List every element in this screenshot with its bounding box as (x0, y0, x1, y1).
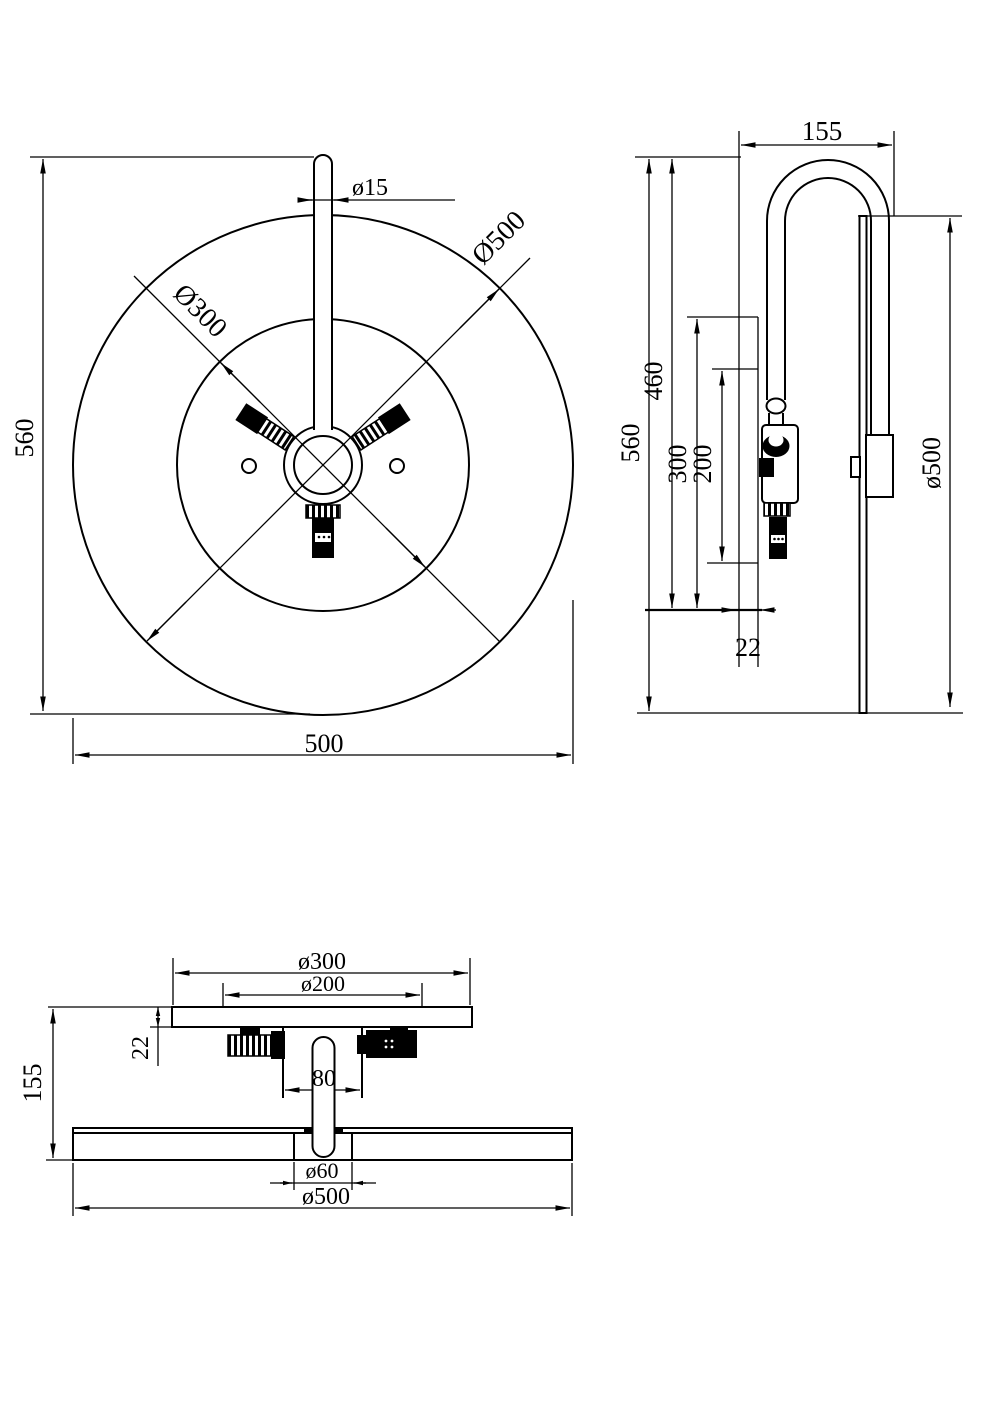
dim-label-22: 22 (128, 1036, 154, 1060)
socket-thread (764, 503, 790, 516)
hub-wedge (334, 1127, 343, 1133)
stem-tube (314, 155, 332, 430)
dot (385, 1040, 388, 1043)
dim-label-300: 300 (663, 444, 692, 484)
socket-switch (759, 458, 774, 477)
leader-arrow (386, 528, 425, 567)
leader-arrow (147, 602, 186, 641)
spout-collar (767, 399, 786, 414)
arm-body (366, 1030, 417, 1058)
dot (328, 536, 331, 539)
dim-label-15: ø15 (352, 175, 388, 201)
arm-thread (228, 1035, 274, 1056)
arm-nut (306, 505, 340, 518)
hub-wedge (304, 1127, 313, 1133)
dim-label-155: 155 (801, 116, 843, 146)
dim-label-300: Ø300 (167, 278, 233, 344)
dot (781, 538, 784, 541)
arm-left (228, 1027, 285, 1059)
dot (385, 1046, 388, 1049)
mount-hole-right (390, 459, 404, 473)
dim-label-22: 22 (735, 633, 761, 662)
front-view (18, 949, 572, 1216)
side-view (616, 116, 963, 713)
stem-tube (313, 1037, 335, 1157)
leader-arrow (460, 289, 499, 328)
socket-nut-hole (769, 434, 784, 447)
dot (323, 536, 326, 539)
dim-label-hub60: ø60 (305, 1158, 339, 1183)
leader-arrow (221, 363, 260, 402)
arm-lower (306, 505, 340, 558)
dim-label-80: 80 (312, 1066, 336, 1092)
socket-assembly (759, 425, 798, 559)
dim-label-plate200: ø200 (301, 971, 345, 996)
dot (773, 538, 776, 541)
arm-right (357, 1027, 417, 1058)
panel-knob (851, 457, 860, 477)
connector-box (866, 435, 893, 497)
dot (391, 1040, 394, 1043)
plan-view (10, 155, 573, 764)
dim-label-plate300: ø300 (298, 949, 346, 975)
mount-hole-left (242, 459, 256, 473)
dim-label-500: 500 (304, 729, 344, 758)
dim-label-500-diag: Ø500 (466, 205, 532, 271)
dim-label-560: 560 (616, 423, 645, 463)
dim-label-560: 560 (10, 418, 39, 458)
dot (391, 1046, 394, 1049)
dim-label-155: 155 (18, 1063, 47, 1103)
dot (318, 536, 321, 539)
dim-label-460: 460 (639, 361, 668, 401)
dot (777, 538, 780, 541)
dim-label-disc500: ø500 (302, 1184, 350, 1210)
dim-label-disc500: ø500 (917, 437, 946, 489)
ceiling-plate (172, 1007, 472, 1027)
dim-label-200: 200 (688, 444, 717, 484)
